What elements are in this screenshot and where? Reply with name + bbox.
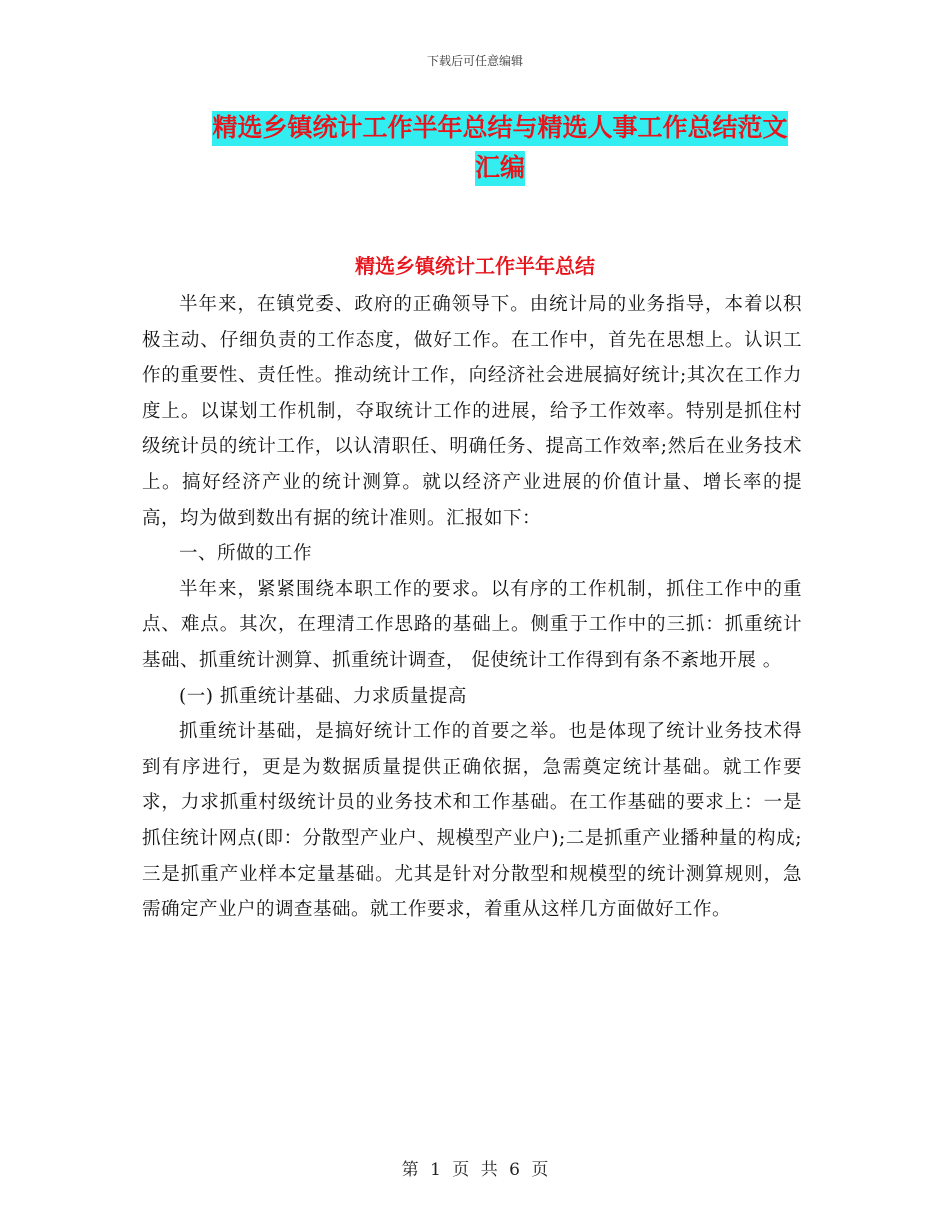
page-footer: 第 1 页 共 6 页 bbox=[401, 1160, 549, 1180]
section-title: 精选乡镇统计工作半年总结 bbox=[355, 254, 595, 278]
paragraph: 半年来，紧紧围绕本职工作的要求。以有序的工作机制，抓住工作中的重点、难点。其次，在理清工作思路的基础上。侧重于工作中的三抓：抓重统计基础、抓重统计测算、抓重统计调查， 促使统计工作得到有条不紊地开展 。 bbox=[142, 578, 802, 671]
document-title-line1: 精选乡镇统计工作半年总结与精选人事工作总结范文 bbox=[212, 111, 787, 146]
paragraph: 抓重统计基础，是搞好统计工作的首要之举。也是体现了统计业务技术得到有序进行，更是为数据质量提供正确依据，急需奠定统计基础。就工作要求，力求抓重村级统计员的业务技术和工作基础。在工作基础的要求上：一是抓住统计网点(即：分散型产业户、规模型产业户);二是抓重产业播种量的构成;三是抓重产业样本定量基础。尤其是针对分散型和规模型的统计测算规则，急需确定产业户的调查基础。就工作要求，着重从这样几方面做好工作。 bbox=[142, 721, 802, 921]
document-title-line2: 汇编 bbox=[475, 151, 525, 186]
document-title bbox=[180, 108, 820, 188]
paragraph: (一) 抓重统计基础、力求质量提高 bbox=[179, 685, 467, 707]
paragraph: 一、所做的工作 bbox=[179, 543, 313, 565]
header-note: 下载后可任意编辑 bbox=[426, 54, 523, 68]
paragraph: 半年来，在镇党委、政府的正确领导下。由统计局的业务指导，本着以积极主动、仔细负责的工作态度，做好工作。在工作中，首先在思想上。认识工作的重要性、责任性。推动统计工作，向经济社会进展搞好统计;其次在工作力度上。以谋划工作机制，夺取统计工作的进展，给予工作效率。特别是抓住村级统计员的统计工作，以认清职任、明确任务、提高工作效率;然后在业务技术上。搞好经济产业的统计测算。就以经济产业进展的价值计量、增长率的提高，均为做到数出有据的统计准则。汇报如下： bbox=[142, 294, 802, 529]
body-text bbox=[142, 287, 802, 928]
